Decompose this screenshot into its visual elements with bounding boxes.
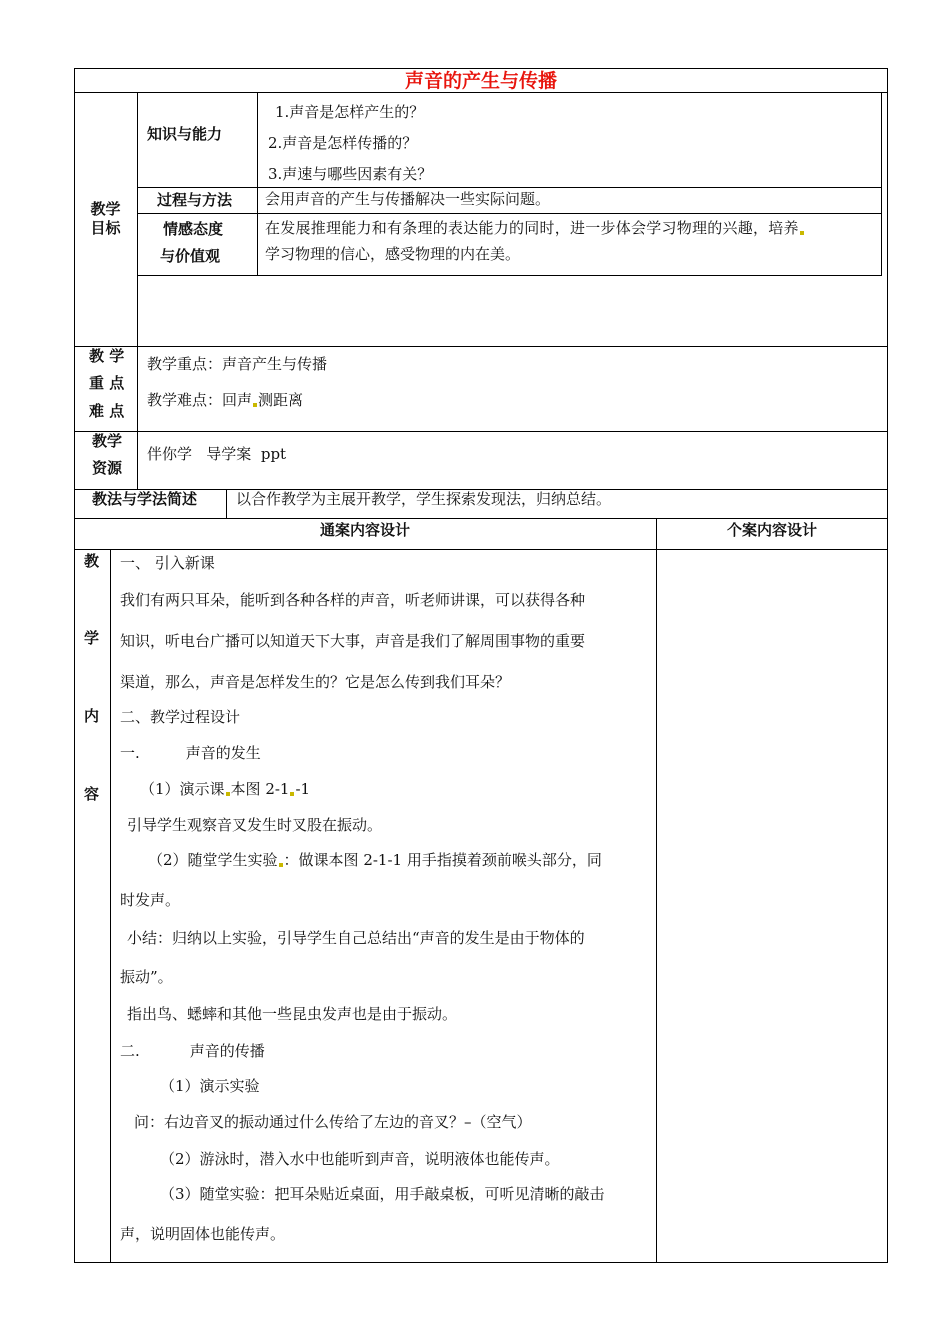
resources-top — [74, 431, 888, 432]
process-text: 会用声音的产生与传播解决一些实际问题。 — [265, 190, 551, 208]
row-divider-3 — [137, 275, 882, 276]
focus-label-divider — [137, 346, 138, 489]
inner-right — [881, 92, 882, 275]
focus-top — [74, 346, 888, 347]
methods-label: 教法与学法简述 — [92, 490, 198, 508]
header-individual-design: 个案内容设计 — [726, 521, 817, 539]
content-side-label-4: 容 — [84, 785, 100, 803]
key-point: 教学重点：声音产生与传播 — [147, 355, 328, 373]
emotion-line-2: 学习物理的信心，感受物理的内在美。 — [265, 245, 521, 263]
page-title: 声音的产生与传播 — [404, 70, 557, 92]
highlight-mark — [253, 403, 257, 407]
emotion-label-2: 与价值观 — [160, 247, 221, 265]
content-header-top — [74, 518, 888, 519]
border-left — [74, 68, 75, 1263]
content-line: 小结：归纳以上实验，引导学生自己总结出“声音的发生是由于物体的 — [127, 929, 585, 947]
content-line: 指出鸟、蟋蟀和其他一些昆虫发声也是由于振动。 — [127, 1005, 458, 1023]
content-side-label-3: 内 — [84, 707, 100, 725]
content-line: 振动”。 — [120, 968, 173, 986]
focus-label-2: 重 点 — [89, 374, 125, 392]
content-line: 时发声。 — [120, 891, 181, 909]
content-line: 一. 声音的发生 — [120, 744, 261, 762]
resources-text: 伴你学 导学案 ppt — [147, 445, 287, 463]
content-side-label-2: 学 — [84, 629, 100, 647]
row-divider-1 — [137, 187, 882, 188]
sub-label-divider — [257, 92, 258, 275]
content-line: （2）随堂学生实验 ：做课本图 2-1-1 用手指摸着颈前喉头部分，同 — [148, 851, 602, 869]
highlight-mark — [279, 863, 283, 867]
knowledge-item-2: 2.声音是怎样传播的？ — [268, 134, 418, 152]
objectives-label: 教学目标 — [90, 200, 121, 237]
content-line: 渠道，那么，声音是怎样发生的？它是怎么传到我们耳朵？ — [120, 673, 511, 691]
content-line: 二、教学过程设计 — [120, 708, 241, 726]
process-label: 过程与方法 — [157, 191, 233, 209]
content-line: 二. 声音的传播 — [120, 1042, 265, 1060]
methods-text: 以合作教学为主展开教学，学生探索发现法，归纳总结。 — [236, 490, 612, 508]
objectives-label-divider — [137, 92, 138, 346]
border-bottom — [74, 1262, 888, 1263]
content-line: 问：右边音叉的振动通过什么传给了左边的音叉？–（空气） — [134, 1113, 532, 1131]
content-header-bottom — [74, 549, 888, 550]
highlight-mark — [290, 792, 294, 796]
emotion-line-1: 在发展推理能力和有条理的表达能力的同时，进一步体会学习物理的兴趣，培养 — [265, 218, 805, 238]
content-side-divider — [110, 549, 111, 1263]
content-line: （3）随堂实验：把耳朵贴近桌面，用手敲桌板，可听见清晰的敲击 — [160, 1185, 605, 1203]
difficulty: 教学难点：回声 测距离 — [147, 391, 304, 409]
content-side-label-1: 教 — [84, 552, 100, 570]
content-line: 知识，听电台广播可以知道天下大事，声音是我们了解周围事物的重要 — [120, 632, 586, 650]
content-column-divider — [656, 518, 657, 1263]
highlight-mark — [800, 231, 804, 235]
header-common-design: 通案内容设计 — [319, 521, 410, 539]
knowledge-item-3: 3.声速与哪些因素有关？ — [268, 165, 433, 183]
content-line: 引导学生观察音叉发生时叉股在振动。 — [127, 816, 383, 834]
content-line: （1）演示课 本图 2-1 -1 — [140, 780, 311, 798]
border-right — [887, 68, 888, 1263]
content-line: （2）游泳时，潜入水中也能听到声音，说明液体也能传声。 — [160, 1150, 560, 1168]
focus-label-1: 教 学 — [89, 347, 125, 365]
knowledge-item-1: 1.声音是怎样产生的？ — [275, 103, 425, 121]
focus-label-3: 难 点 — [89, 402, 125, 420]
content-line: 我们有两只耳朵，能听到各种各样的声音，听老师讲课，可以获得各种 — [120, 591, 586, 609]
methods-label-divider — [226, 489, 227, 518]
row-divider-2 — [137, 213, 882, 214]
content-line: （1）演示实验 — [160, 1077, 260, 1095]
content-line: 一、 引入新课 — [120, 554, 215, 572]
content-line: 声，说明固体也能传声。 — [120, 1225, 286, 1243]
resources-label-1: 教学 — [92, 432, 123, 450]
knowledge-label: 知识与能力 — [147, 125, 223, 143]
highlight-mark — [226, 792, 230, 796]
resources-label-2: 资源 — [92, 459, 123, 477]
emotion-label-1: 情感态度 — [163, 220, 224, 238]
